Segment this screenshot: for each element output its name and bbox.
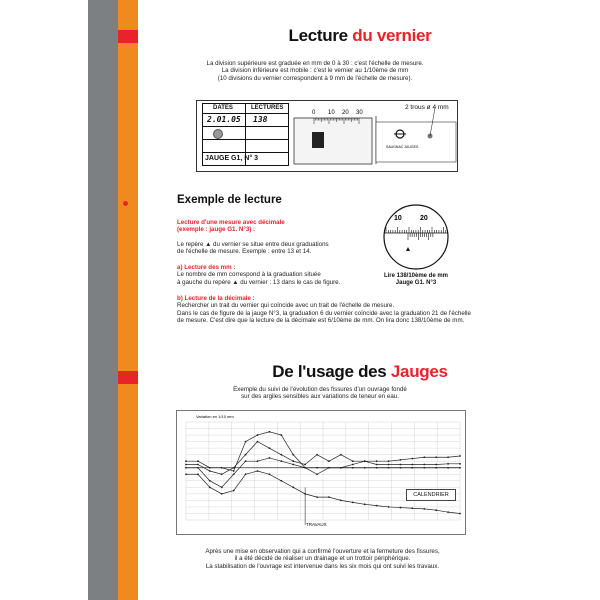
chart-point <box>423 508 425 510</box>
chart-point <box>411 467 413 469</box>
chart-point <box>328 467 330 469</box>
chart-point <box>221 473 223 475</box>
chart-point <box>411 464 413 466</box>
chart-calendar-label: CALENDRIER <box>406 489 456 501</box>
chart-point <box>376 467 378 469</box>
grey-side-band <box>88 0 118 600</box>
chart-point <box>280 454 282 456</box>
chart-point <box>280 434 282 436</box>
chart-point <box>435 464 437 466</box>
part-a-title: a) Lecture des mm : <box>177 264 236 271</box>
intro-line: Exemple du suivi de l'évolution des fissures d'un ouvrage fondé <box>233 386 407 393</box>
chart-point <box>459 513 461 515</box>
chart-point <box>364 467 366 469</box>
chart-point <box>376 464 378 466</box>
chart-point <box>268 457 270 459</box>
chart-point <box>209 480 211 482</box>
chart-point <box>352 501 354 503</box>
chart-point <box>376 505 378 507</box>
chart-point <box>197 467 199 469</box>
chart-point <box>316 454 318 456</box>
circle-scale-label: 10 <box>394 215 402 222</box>
gauge-name: JAUGE G1, N° 3 <box>205 155 258 162</box>
chart-point <box>280 480 282 482</box>
caption-line: Lire 138/10ème de mm <box>383 273 449 279</box>
section-title-usage <box>150 362 570 382</box>
text-line: Rechercher un trait du vernier qui coïncide avec un trait de l'échelle de mesure. <box>177 302 395 310</box>
chart-point <box>209 486 211 488</box>
chart-point <box>185 473 187 475</box>
usage-intro <box>210 386 430 401</box>
subtitle-line: (exemple : jauge G1. N°3) : <box>177 226 256 234</box>
chart-point <box>316 473 318 475</box>
chart-point <box>388 464 390 466</box>
chart-point <box>352 464 354 466</box>
chart-point <box>245 460 247 462</box>
chart-point <box>435 456 437 458</box>
intro-line: (10 divisions du vernier correspondent à 9 mm de l'échelle de mesure). <box>217 74 413 82</box>
red-marker-2 <box>118 371 138 384</box>
chart-point <box>268 431 270 433</box>
orange-side-band <box>118 0 138 600</box>
chart-point <box>304 493 306 495</box>
chart-point <box>233 467 235 469</box>
section-title-example: Exemple de lecture <box>177 194 282 206</box>
text-line: Le repère ▲ du vernier se situe entre deux graduations <box>177 241 329 248</box>
chart-point <box>352 467 354 469</box>
scale-label: 20 <box>342 110 349 116</box>
chart-point <box>400 464 402 466</box>
chart-point <box>257 441 259 443</box>
caption-line: Jauge G1. N°3 <box>395 280 437 286</box>
chart-point <box>423 464 425 466</box>
fixing-hole <box>213 129 223 139</box>
vernier-scale-drawing <box>290 104 460 166</box>
chart-point <box>459 463 461 465</box>
chart-point <box>364 503 366 505</box>
chart-point <box>292 486 294 488</box>
chart-point <box>411 458 413 460</box>
red-dot-marker <box>123 201 128 206</box>
text-line: à gauche du repère ▲ du vernier : 13 dans le cas de figure. <box>177 278 341 286</box>
example-part-a <box>177 264 387 286</box>
chart-point <box>340 467 342 469</box>
example-part-b <box>177 295 477 325</box>
chart-point <box>304 464 306 466</box>
chart-point <box>423 456 425 458</box>
chart-point <box>257 470 259 472</box>
chart-point <box>388 467 390 469</box>
circle-caption <box>376 273 456 287</box>
chart-point <box>292 464 294 466</box>
chart-point <box>316 496 318 498</box>
red-marker-1 <box>118 30 138 43</box>
chart-point <box>459 467 461 469</box>
scale-label: 0 <box>312 110 316 116</box>
intro-line: La division inférieure est mobile : c'est le vernier au 1/10ème de mm <box>221 67 409 75</box>
chart-point <box>447 511 449 513</box>
chart-point <box>400 507 402 509</box>
chart-point <box>328 460 330 462</box>
title-accent: Jauges <box>390 362 448 381</box>
chart-point <box>364 460 366 462</box>
lecture-value: 138 <box>253 115 268 124</box>
chart-point <box>292 460 294 462</box>
chart-point <box>221 467 223 469</box>
chart-point <box>245 473 247 475</box>
outro-line: La stabilisation de l'ouvrage est intervenue dans les six mois qui ont suivi les travaux. <box>205 562 440 570</box>
col-lectures-header: LECTURES <box>251 105 284 111</box>
chart-point <box>221 486 223 488</box>
chart-point <box>245 454 247 456</box>
date-value: 2.01.05 <box>207 115 241 124</box>
chart-point <box>376 460 378 462</box>
text-line: Dans le cas de figure de la jauge N°3, la graduation 6 du vernier coïncide avec la graduation 21 de l'échelle <box>177 309 471 317</box>
chart-point <box>233 473 235 475</box>
chart-point <box>209 470 211 472</box>
chart-point <box>209 467 211 469</box>
chart-point <box>423 467 425 469</box>
chart-point <box>268 447 270 449</box>
title-text: Lecture <box>288 26 353 45</box>
outro-line: Après une mise en observation qui a confirmé l'ouverture et la fermeture des fissures, <box>205 548 440 555</box>
section-title-vernier <box>150 26 570 46</box>
chart-point <box>185 460 187 462</box>
title-accent: du vernier <box>352 26 432 45</box>
example-p1 <box>177 241 377 256</box>
intro-line: La division supérieure est graduée en mm de 0 à 30 : c'est l'échelle de mesure. <box>206 60 424 67</box>
chart-point <box>352 460 354 462</box>
chart-point <box>257 460 259 462</box>
holes-caption: 2 trous ø 4 mm <box>405 104 449 111</box>
scale-label: 10 <box>328 110 335 116</box>
col-dates-header: DATES <box>213 105 233 111</box>
chart-y-tag: Variation en 1/10 mm <box>196 414 234 419</box>
chart-point <box>197 460 199 462</box>
part-b-title: b) Lecture de la décimale : <box>177 295 255 302</box>
chart-point <box>388 506 390 508</box>
text-line: Le nombre de mm correspond à la graduation située <box>177 271 321 279</box>
chart-point <box>221 493 223 495</box>
chart-point <box>388 460 390 462</box>
chart-point <box>233 490 235 492</box>
chart-point <box>292 454 294 456</box>
chart-point <box>411 507 413 509</box>
text-line: de mesure. C'est dire que la lecture de la décimale est 6/10ème de mm. On lira donc 138/10ème de mm. <box>177 317 465 325</box>
chart-point <box>197 464 199 466</box>
chart-point <box>400 459 402 461</box>
chart-point <box>280 460 282 462</box>
chart-point <box>340 500 342 502</box>
chart-point <box>268 473 270 475</box>
chart-point <box>304 467 306 469</box>
example-subtitle <box>177 219 397 234</box>
chart-point <box>197 473 199 475</box>
usage-outro <box>195 548 450 570</box>
vernier-intro <box>200 60 430 82</box>
outro-line: il a été décidé de réaliser un drainage et un trottoir périphérique. <box>234 555 411 563</box>
chart-point <box>233 470 235 472</box>
text-line: de l'échelle de mesure. Exemple : entre 13 et 14. <box>177 248 312 256</box>
subtitle-line: Lecture d'une mesure avec décimale <box>177 219 285 226</box>
chart-point <box>340 454 342 456</box>
scale-label: 30 <box>356 110 363 116</box>
chart-point <box>245 441 247 443</box>
chart-point <box>435 509 437 511</box>
chart-point <box>328 496 330 498</box>
chart-point <box>185 467 187 469</box>
chart-point <box>447 467 449 469</box>
crack-evolution-chart <box>176 410 466 535</box>
circle-scale-label: 20 <box>420 215 428 222</box>
intro-line: sur des argiles sensibles aux variations de teneur en eau. <box>241 393 399 401</box>
brand-mark: SAUGNAC JAUGES <box>386 145 419 149</box>
chart-point <box>257 434 259 436</box>
chart-point <box>316 467 318 469</box>
chart-point <box>447 463 449 465</box>
chart-svg <box>176 410 466 535</box>
vernier-detail-circle <box>382 203 450 271</box>
chart-point <box>447 456 449 458</box>
title-text: De l'usage des <box>272 362 391 381</box>
gauge-label-card <box>202 103 289 166</box>
chart-point <box>435 467 437 469</box>
chart-works-label: TRAVAUX <box>306 522 327 527</box>
chart-point <box>459 455 461 457</box>
chart-point <box>185 464 187 466</box>
chart-point <box>400 467 402 469</box>
